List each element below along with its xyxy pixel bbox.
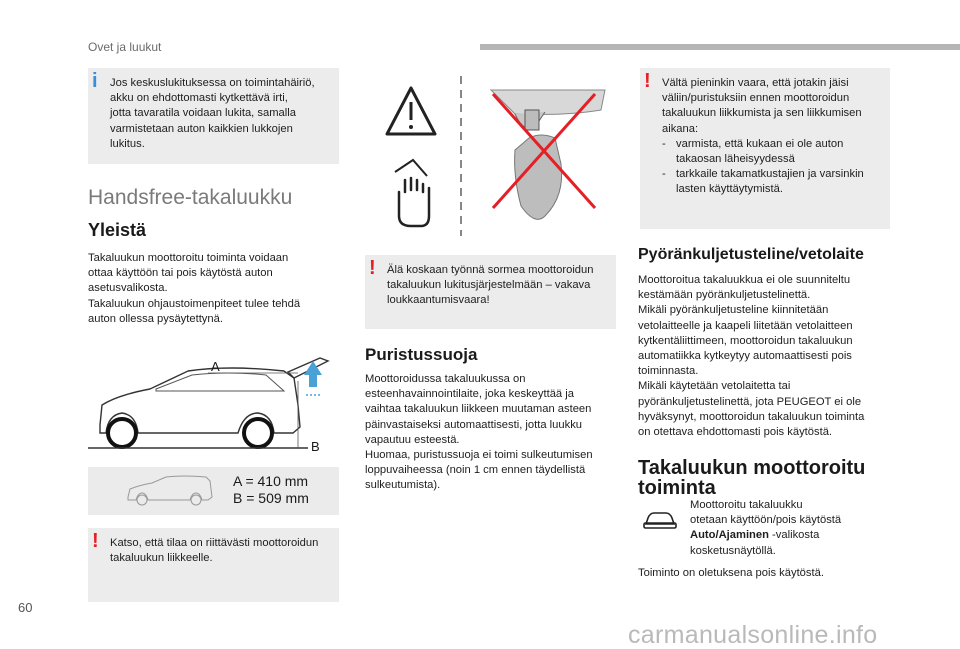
- info-note-box: [88, 68, 339, 164]
- page-number: 60: [18, 600, 33, 615]
- warning-note-space-text: Katso, että tilaa on riittävästi moottoroidun takaluukun liikkeelle.: [110, 537, 319, 565]
- motorized-text-line-3: [690, 528, 890, 543]
- dimension-box: [88, 467, 339, 515]
- section-title-motorized: [638, 458, 865, 498]
- footer-watermark: carmanualsonline.info: [628, 621, 878, 649]
- motorized-text-line-2: otetaan käyttöön/pois käytöstä: [690, 514, 842, 527]
- motorized-icon-text: [690, 498, 890, 559]
- finger-warning-illustration: [365, 76, 615, 236]
- menu-suffix: -valikosta: [768, 529, 820, 542]
- section-title-handsfree: Handsfree-takaluukku: [88, 186, 293, 209]
- subtitle-bike-rack: Pyöränkuljetusteline/vetolaite: [638, 246, 864, 263]
- info-note-text: Jos keskuslukituksessa on toimintahäiriö, akku on ehdottomasti kytkettävä irti, jotta tavaratila voidaan lukita, samalla varmistetaan auton kaikkien lukkojen lukitus.: [110, 77, 315, 150]
- car-outline-icon: [118, 467, 228, 515]
- dimension-label-a: A: [211, 359, 220, 374]
- warning-icon: !: [369, 257, 376, 279]
- warning-note-finger: [365, 255, 616, 329]
- warning-intro: [662, 76, 882, 198]
- warning-list: [662, 137, 882, 198]
- bike-rack-body: Moottoroitua takaluukkua ei ole suunniteltu kestämään pyöränkuljetustelinettä. Mikäli pyöränkuljetusteline kiinnitetään vetolaitteelle ja kaapeli liitetään vetolaitteen kytkentäliittimeen, moottoroidun takaluukun automatiikka kytkeytyy automaattisesti pois toiminnasta. Mikäli käytetään vetolaitetta tai pyöränkuljetustelinettä, jota PEUGEOT ei ole hyväksynyt, moottoroidun takaluukun toiminta on otettava ehdottomasti pois käytöstä.: [638, 274, 865, 439]
- dimension-a-value: A = 410 mm: [233, 473, 309, 489]
- car-clearance-diagram: [88, 345, 339, 465]
- motorized-text-line-4: kosketusnäytöllä.: [690, 544, 776, 557]
- motorized-text-line-1: Moottoroitu takaluukku: [690, 499, 803, 511]
- hand-push-icon: [395, 160, 429, 226]
- section-title-line-1: Takaluukun moottoroitu: [638, 457, 866, 479]
- warning-note-finger-text: Älä koskaan työnnä sormea moottoroidun takaluukun lukitusjärjestelmään – vakava loukkaantumisvaara!: [387, 264, 594, 307]
- info-icon: i: [92, 70, 98, 92]
- menu-name-driving: Ajaminen: [718, 529, 769, 542]
- warning-icon: !: [644, 70, 651, 92]
- warning-note-danger: [640, 68, 890, 229]
- dimension-label-b: B: [311, 439, 320, 454]
- warning-icon: !: [92, 530, 99, 552]
- section-title-line-2: toiminta: [638, 477, 716, 499]
- warning-intro-text: Vältä pieninkin vaara, että jotakin jäisi väliin/puristuksiin ennen moottoroidun takaluukun liikkumista ja sen liikkumisen aikana:: [662, 77, 862, 135]
- menu-name-auto: Auto: [690, 529, 716, 542]
- warning-list-item: - tarkkaile takamatkustajien ja varsinkin lasten käyttäytymistä.: [662, 167, 882, 197]
- anti-pinch-body: Moottoroidussa takaluukussa on esteenhavainnointilaite, joka keskeyttää ja vaihtaa takaluukun liikkeen muutaman asteen päinvastaiseksi automaattisesti, jotta luukku vapautuu esteestä. Huomaa, puristussuoja ei toimi sulkeutumisen loppuvaiheessa (noin 1 cm ennen täydellistä sulkeutumista).: [365, 373, 593, 492]
- general-body: Takaluukun moottoroitu toiminta voidaan ottaa käyttöön tai pois käytöstä auton asetusvalikosta. Takaluukun ohjaustoimenpiteet tulee tehdä auton ollessa pysäytettynä.: [88, 252, 301, 325]
- default-off-text: Toiminto on oletuksena pois käytöstä.: [638, 567, 824, 579]
- car-settings-icon: [640, 508, 680, 532]
- warning-list-item: - varmista, että kukaan ei ole auton takaosan läheisyydessä: [662, 137, 882, 167]
- dimension-b-value: B = 509 mm: [233, 490, 309, 506]
- warning-note-space: [88, 528, 339, 602]
- subtitle-general: Yleistä: [88, 220, 147, 240]
- header-bar: [480, 44, 960, 50]
- warning-triangle-icon: [387, 88, 435, 134]
- subtitle-anti-pinch: Puristussuoja: [365, 345, 478, 364]
- menu-separator: /: [715, 529, 719, 542]
- section-header: Ovet ja luukut: [88, 40, 162, 54]
